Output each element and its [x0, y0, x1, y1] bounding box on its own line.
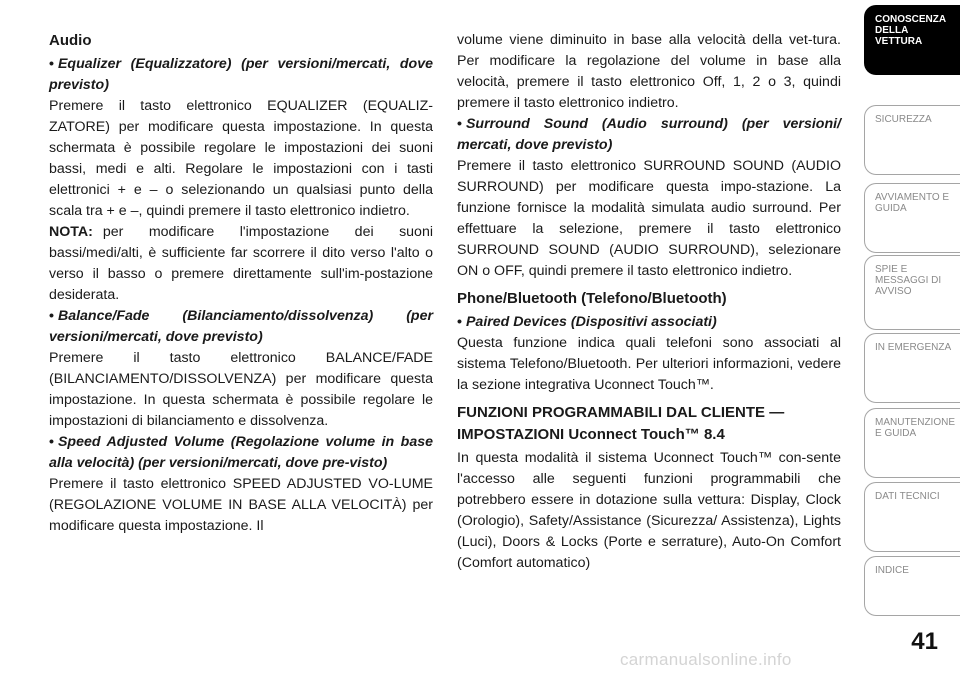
speed-title — [49, 432, 433, 474]
bullet: • — [49, 56, 54, 72]
tab-sicurezza[interactable]: SICUREZZA — [864, 105, 960, 175]
speed-continued-text: volume viene diminuito in base alla velocità della vet-tura. Per modificare la regolazione del volume in base alla velocità, premere il tasto elettronico Off, 1, 2 o 3, quindi premere il tasto elettronico indietro. — [457, 32, 841, 111]
audio-heading: Audio — [49, 32, 92, 49]
right-column — [457, 30, 841, 574]
tab-spie-e-messaggi[interactable]: SPIE E MESSAGGI DI AVVISO — [864, 255, 960, 330]
chapter-tabs — [858, 0, 960, 678]
programmable-text: In questa modalità il sistema Uconnect Touch™ con-sente l'accesso alle seguenti funzioni programmabili che potrebbero essere in dotazione sulla vettura: Display, Clock (Orologio), Safety/Assistance (Sicurezza/ Assistenza), Lights (Luci), Doors & Locks (Porte e serrature), Auto-On Comfort (Comfort automatico) — [457, 450, 841, 571]
balance-title-text: Balance/Fade (Bilanciamento/dissolvenza) (per versioni/mercati, dove previsto) — [49, 308, 433, 345]
note-label: NOTA: — [49, 224, 93, 240]
bullet: • — [457, 116, 462, 132]
tab-manutenzione-e-guida[interactable]: MANUTENZIONE E GUIDA — [864, 408, 960, 478]
surround-title — [457, 114, 841, 156]
balance-title — [49, 306, 433, 348]
paired-title-text: Paired Devices (Dispositivi associati) — [465, 314, 717, 330]
page-number: 41 — [911, 628, 938, 655]
tab-in-emergenza[interactable]: IN EMERGENZA — [864, 333, 960, 403]
note-paragraph — [49, 222, 433, 306]
note-text: per modificare l'impostazione dei suoni bassi/medi/alti, è sufficiente far scorrere il dito verso l'alto o verso il basso o premere direttamente sull'im-postazione desiderata. — [49, 224, 433, 303]
equalizer-title-text: Equalizer (Equalizzatore) (per versioni/mercati, dove previsto) — [49, 56, 433, 93]
watermark: carmanualsonline.info — [620, 650, 792, 669]
programmable-heading: FUNZIONI PROGRAMMABILI DAL CLIENTE — IMPOSTAZIONI Uconnect Touch™ 8.4 — [457, 404, 785, 443]
tab-dati-tecnici[interactable]: DATI TECNICI — [864, 482, 960, 552]
speed-text: Premere il tasto elettronico SPEED ADJUSTED VO-LUME (REGOLAZIONE VOLUME IN BASE ALLA VELOCITÀ) per modificare questa impostazione. Il — [49, 476, 433, 534]
tab-conoscenza-della-vettura[interactable]: CONOSCENZA DELLA VETTURA — [864, 5, 960, 75]
equalizer-text: Premere il tasto elettronico EQUALIZER (EQUALIZ-ZATORE) per modificare questa impostazione. In questa schermata è possibile regolare le impostazioni dei suoni bassi, medi e alti. Regolare le impostazioni con i tasti elettronici + e – o selezionando un qualsiasi punto della scala tra + e –, quindi premere il tasto elettronico indietro. — [49, 98, 433, 219]
surround-title-text: Surround Sound (Audio surround) (per versioni/ mercati, dove previsto) — [457, 116, 841, 153]
speed-title-text: Speed Adjusted Volume (Regolazione volume in base alla velocità) (per versioni/mercati, dove pre-visto) — [49, 434, 433, 471]
bullet: • — [49, 308, 54, 324]
bullet: • — [457, 314, 462, 330]
equalizer-title — [49, 54, 433, 96]
balance-text: Premere il tasto elettronico BALANCE/FADE (BILANCIAMENTO/DISSOLVENZA) per modificare questa impostazione. In questa schermata è possibile regolare le impostazioni di bilanciamento e dissolvenza. — [49, 350, 433, 429]
phone-heading: Phone/Bluetooth (Telefono/Bluetooth) — [457, 290, 727, 307]
tab-indice[interactable]: INDICE — [864, 556, 960, 616]
paired-title — [457, 312, 841, 333]
surround-text: Premere il tasto elettronico SURROUND SOUND (AUDIO SURROUND) per modificare questa impo-stazione. La funzione fornisce la modalità simulata audio surround. Per effettuare la selezione, premere il tasto elettronico SURROUND SOUND (AUDIO SURROUND), selezionare ON o OFF, quindi premere il tasto elettronico indietro. — [457, 158, 841, 279]
bullet: • — [49, 434, 54, 450]
paired-text: Questa funzione indica quali telefoni sono associati al sistema Telefono/Bluetooth. Per ulteriori informazioni, vedere la sezione integrativa Uconnect Touch™. — [457, 335, 841, 393]
tab-avviamento-e-guida[interactable]: AVVIAMENTO E GUIDA — [864, 183, 960, 253]
left-column — [49, 30, 433, 537]
